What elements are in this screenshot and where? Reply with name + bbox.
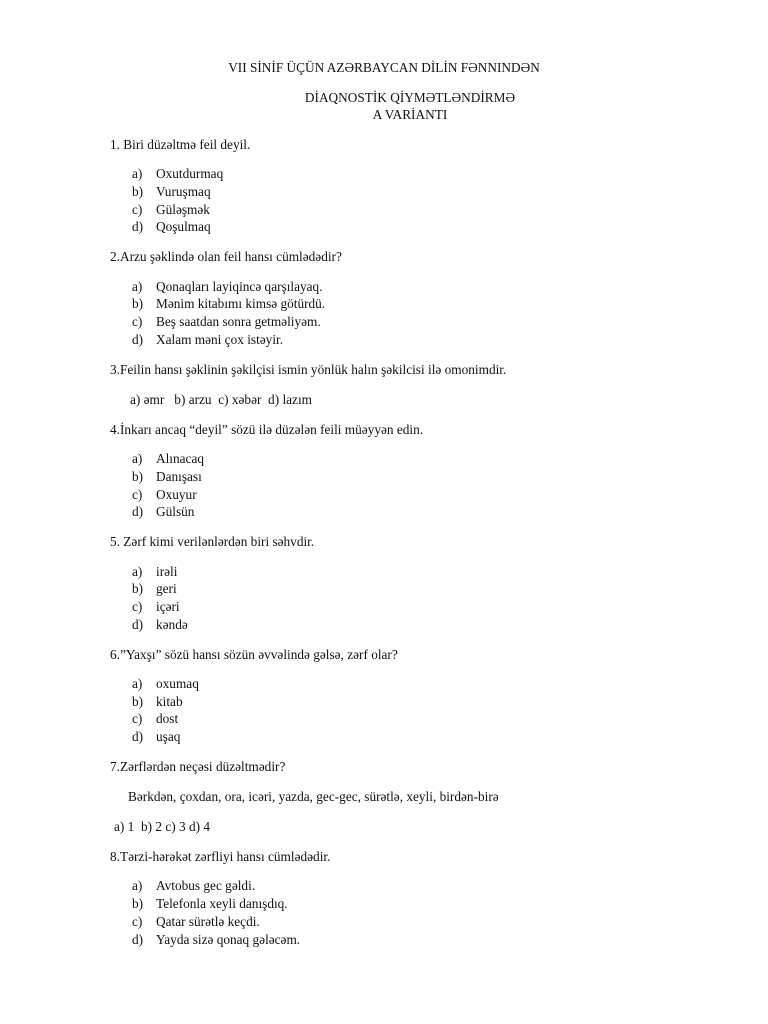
variant-label: A VARİANTI [372,107,448,122]
question-2: 2.Arzu şəklində olan feil hansı cümlədədir? [110,249,342,264]
question-8: 8.Tərzi-hərəkət zərfliyi hansı cümlədədir. [110,849,331,864]
option-letter: b) [132,581,144,596]
option-letter: d) [132,332,144,347]
option-letter: a) [132,451,143,466]
option-letter: c) [132,914,143,929]
option-letter: a) [132,676,143,691]
option-text: irəli [156,564,178,579]
option-text: Alınacaq [156,451,204,466]
question-4: 4.İnkarı ancaq “deyil” sözü ilə düzələn feili müəyyən edin. [110,422,424,437]
option-text: Danışası [156,469,202,484]
option-letter: d) [132,219,144,234]
option-text: Oxuyur [156,487,197,502]
option-letter: d) [132,729,144,744]
option-letter: b) [132,896,144,911]
option-letter: c) [132,202,143,217]
option-letter: c) [132,711,143,726]
option-text: Güləşmək [156,202,210,217]
option-text: uşaq [156,729,181,744]
option-letter: a) [132,564,143,579]
option-letter: c) [132,314,143,329]
option-text: Qatar sürətlə keçdi. [156,914,260,929]
option-letter: d) [132,617,144,632]
option-letter: c) [132,487,143,502]
option-letter: b) [132,296,144,311]
option-letter: d) [132,504,144,519]
option-text: kitab [156,694,183,709]
option-text: Xalam məni çox istəyir. [156,332,284,347]
document-subtitle: DİAQNOSTİK QİYMƏTLƏNDİRMƏ [304,90,516,105]
option-letter: b) [132,184,144,199]
option-text: Telefonla xeyli danışdıq. [156,896,288,911]
option-letter: a) [132,166,143,181]
question-5: 5. Zərf kimi verilənlərdən biri səhvdir. [110,534,315,549]
option-text: Mənim kitabımı kimsə götürdü. [156,296,326,311]
option-text: Qonaqları layiqincə qarşılayaq. [156,279,323,294]
question-6: 6.”Yaxşı” sözü hansı sözün əvvəlində gəlsə, zərf olar? [110,647,398,662]
question-7: 7.Zərflərdən neçəsi düzəltmədir? [110,759,286,774]
option-text: Yayda sizə qonaq gələcəm. [156,932,301,947]
option-letter: b) [132,469,144,484]
question-3: 3.Feilin hansı şəklinin şəkilçisi ismin yönlük halın şəkilcisi ilə omonimdir. [110,362,507,377]
option-letter: a) [132,878,143,893]
option-text: Vuruşmaq [156,184,211,199]
option-text: Oxutdurmaq [156,166,224,181]
option-letter: d) [132,932,144,947]
option-text: Qoşulmaq [156,219,211,234]
option-letter: c) [132,599,143,614]
option-letter: a) [132,279,143,294]
option-text: Beş saatdan sonra getməliyəm. [156,314,321,329]
inline-options: a) əmr b) arzu c) xəbər d) lazım [130,392,312,407]
question-1: 1. Biri düzəltmə feil deyil. [110,137,251,152]
option-text: kəndə [156,617,188,632]
option-letter: b) [132,694,144,709]
option-text: Gülsün [156,504,195,519]
option-text: geri [156,581,177,596]
option-text: dost [156,711,179,726]
option-text: Avtobus gec gəldi. [156,878,256,893]
inline-options: a) 1 b) 2 c) 3 d) 4 [114,819,210,834]
document-title: VII SİNİF ÜÇÜN AZƏRBAYCAN DİLİN FƏNNINDƏN [228,60,540,75]
word-list: Bərkdən, çoxdan, ora, icəri, yazda, gec-gec, sürətlə, xeyli, birdən-birə [128,789,499,804]
option-text: oxumaq [156,676,199,691]
option-text: içəri [156,599,180,614]
